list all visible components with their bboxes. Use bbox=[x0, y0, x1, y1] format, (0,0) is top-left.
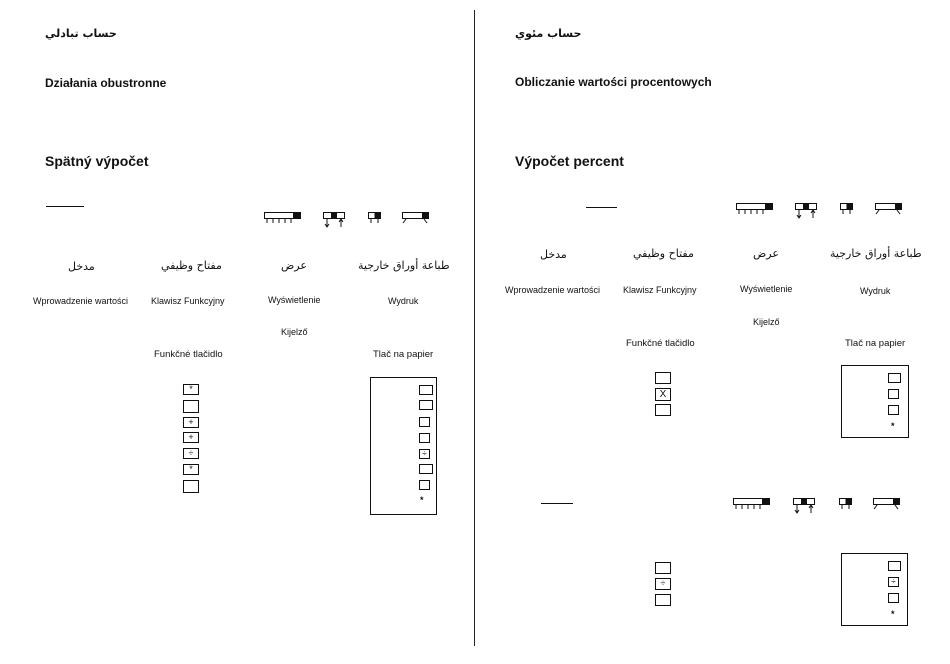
function-key: X bbox=[655, 388, 671, 401]
tape-total-marker: * bbox=[891, 421, 895, 431]
col-function-polish: Klawisz Funkcyjny bbox=[151, 296, 225, 306]
printer-tape bbox=[841, 365, 909, 438]
function-key: * bbox=[183, 384, 199, 395]
left-title: Działania obustronne bbox=[45, 76, 167, 90]
function-key bbox=[655, 562, 671, 574]
print-switch-icon bbox=[875, 203, 905, 217]
mode-switch-icon bbox=[839, 498, 854, 512]
col-display-arabic: عرض bbox=[753, 247, 779, 260]
col-input-polish: Wprowadzenie wartości bbox=[33, 296, 129, 306]
input-blank-line bbox=[586, 207, 617, 208]
col-input-polish: Wprowadzenie wartości bbox=[505, 285, 601, 295]
tape-entry bbox=[419, 385, 433, 395]
function-key bbox=[655, 404, 671, 416]
col-function-slovak: Funkčné tlačidlo bbox=[154, 349, 223, 360]
right-subtitle: Výpočet percent bbox=[515, 153, 624, 169]
function-key bbox=[183, 480, 199, 493]
tape-total-marker: * bbox=[420, 495, 424, 505]
tape-entry bbox=[888, 405, 899, 415]
decimal-switch-icon bbox=[733, 498, 773, 512]
col-display-polish: Wyświetlenie bbox=[740, 284, 793, 294]
page-divider bbox=[474, 10, 475, 646]
col-print-arabic: طباعة أوراق خارجية bbox=[358, 259, 450, 272]
tape-entry: ÷ bbox=[888, 577, 899, 587]
col-print-polish: Wydruk bbox=[388, 296, 419, 306]
col-function-polish: Klawisz Funkcyjny bbox=[623, 285, 697, 295]
col-input-arabic: مدخل bbox=[68, 260, 95, 273]
mode-switch-icon bbox=[368, 212, 383, 226]
function-key: + bbox=[183, 432, 199, 443]
function-key bbox=[183, 400, 199, 413]
col-print-polish: Wydruk bbox=[860, 286, 891, 296]
decimal-switch-icon bbox=[264, 212, 304, 226]
col-input-arabic: مدخل bbox=[540, 248, 567, 261]
tape-entry bbox=[888, 373, 901, 383]
input-blank-line bbox=[541, 503, 573, 504]
col-print-slovak: Tlač na papier bbox=[845, 338, 906, 349]
tape-entry: ÷ bbox=[419, 449, 430, 459]
col-function-slovak: Funkčné tlačidlo bbox=[626, 338, 695, 349]
print-switch-icon bbox=[873, 498, 903, 512]
rounding-switch-icon bbox=[323, 212, 347, 230]
col-display-polish: Wyświetlenie bbox=[268, 295, 321, 305]
function-key bbox=[655, 372, 671, 384]
col-display-hungarian: Kijelző bbox=[281, 327, 308, 337]
function-key: ÷ bbox=[655, 578, 671, 590]
col-print-arabic: طباعة أوراق خارجية bbox=[830, 247, 922, 260]
print-switch-icon bbox=[402, 212, 432, 226]
col-function-arabic: مفتاح وظيفي bbox=[161, 259, 222, 272]
tape-entry bbox=[888, 389, 899, 399]
input-blank-line bbox=[46, 206, 84, 207]
tape-entry bbox=[419, 417, 430, 427]
printer-tape bbox=[370, 377, 437, 515]
tape-entry bbox=[419, 480, 430, 490]
left-subtitle: Spätný výpočet bbox=[45, 153, 149, 169]
right-title: Obliczanie wartości procentowych bbox=[515, 75, 712, 89]
tape-entry bbox=[888, 561, 901, 571]
col-function-arabic: مفتاح وظيفي bbox=[633, 247, 694, 260]
col-display-hungarian: Kijelző bbox=[753, 317, 780, 327]
function-key: * bbox=[183, 464, 199, 475]
rounding-switch-icon bbox=[795, 203, 819, 221]
printer-tape bbox=[841, 553, 908, 626]
tape-entry bbox=[888, 593, 899, 603]
right-arabic-title: حساب مئوي bbox=[515, 27, 582, 40]
tape-entry bbox=[419, 400, 433, 410]
left-arabic-title: حساب تبادلي bbox=[45, 27, 117, 40]
tape-total-marker: * bbox=[891, 609, 895, 619]
function-key: + bbox=[183, 417, 199, 428]
col-print-slovak: Tlač na papier bbox=[373, 349, 434, 360]
tape-entry bbox=[419, 433, 430, 443]
col-display-arabic: عرض bbox=[281, 259, 307, 272]
function-key bbox=[655, 594, 671, 606]
decimal-switch-icon bbox=[736, 203, 776, 217]
mode-switch-icon bbox=[840, 203, 855, 217]
tape-entry bbox=[419, 464, 433, 474]
function-key: ÷ bbox=[183, 448, 199, 459]
rounding-switch-icon bbox=[793, 498, 817, 516]
